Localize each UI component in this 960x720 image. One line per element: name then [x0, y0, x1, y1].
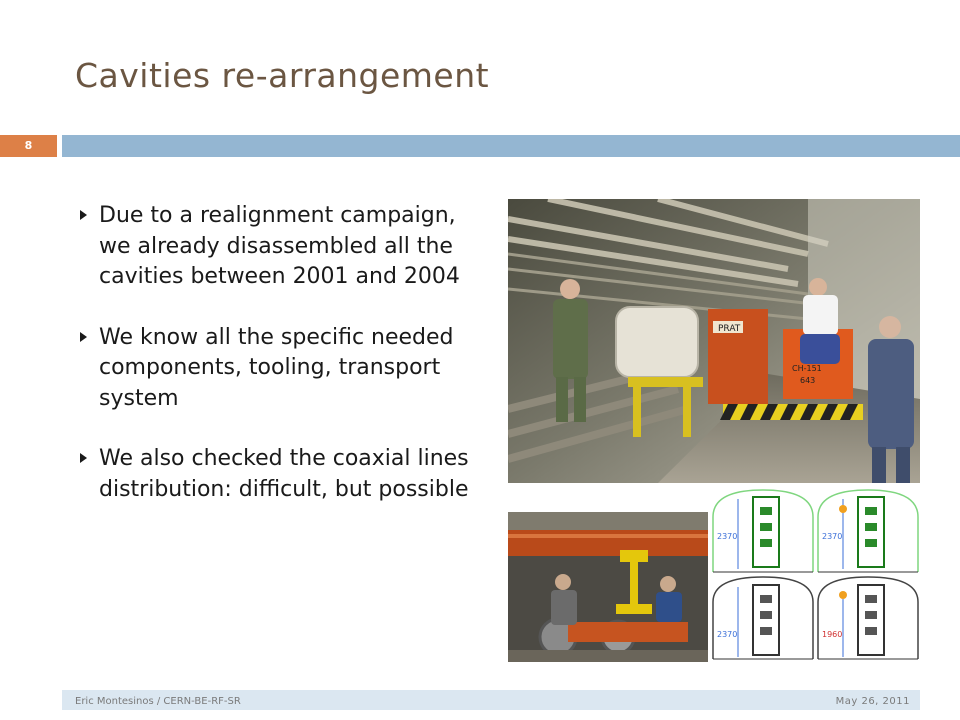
- tunnel-profiles-diagram: [708, 487, 920, 662]
- dimension-label: 2370: [717, 532, 738, 541]
- bullet-text: Due to a realignment campaign, we already disassembled all the cavities between 2001 and 2004: [99, 203, 460, 289]
- arrow-bullet-icon: [80, 453, 87, 463]
- dimension-label: 2370: [822, 532, 843, 541]
- dimension-label: 1960: [822, 630, 843, 639]
- bullet-item: [78, 323, 478, 415]
- footer-date: May 26, 2011: [835, 696, 910, 707]
- slide-title: Cavities re-arrangement: [75, 56, 490, 95]
- bullet-text: We also checked the coaxial lines distribution: difficult, but possible: [99, 446, 469, 502]
- svg-text:643: 643: [800, 376, 816, 385]
- vehicle-marking: CH-151: [792, 364, 822, 373]
- tunnel-photo: [508, 199, 920, 483]
- header-bar: [62, 135, 960, 157]
- prat-sign: PRAT: [718, 324, 741, 334]
- cavity-assembly-photo: [508, 512, 708, 662]
- profile-top-left: [713, 490, 813, 572]
- cavity-photo-illustration: [508, 512, 708, 662]
- slide-number: 8: [0, 135, 57, 157]
- bullet-list: [78, 201, 478, 535]
- bullet-text: We know all the specific needed components, tooling, transport system: [99, 324, 454, 411]
- footer-author: Eric Montesinos / CERN-BE-RF-SR: [75, 696, 241, 707]
- profiles-drawing: [708, 487, 920, 662]
- bullet-item: [78, 201, 478, 293]
- profile-bottom-right: [818, 577, 918, 659]
- arrow-bullet-icon: [80, 332, 87, 342]
- profile-bottom-left: [713, 577, 813, 659]
- profile-top-right: [818, 490, 918, 572]
- tunnel-photo-illustration: [508, 199, 920, 483]
- arrow-bullet-icon: [80, 210, 87, 220]
- dimension-label: 2370: [717, 630, 738, 639]
- bullet-item: [78, 444, 478, 505]
